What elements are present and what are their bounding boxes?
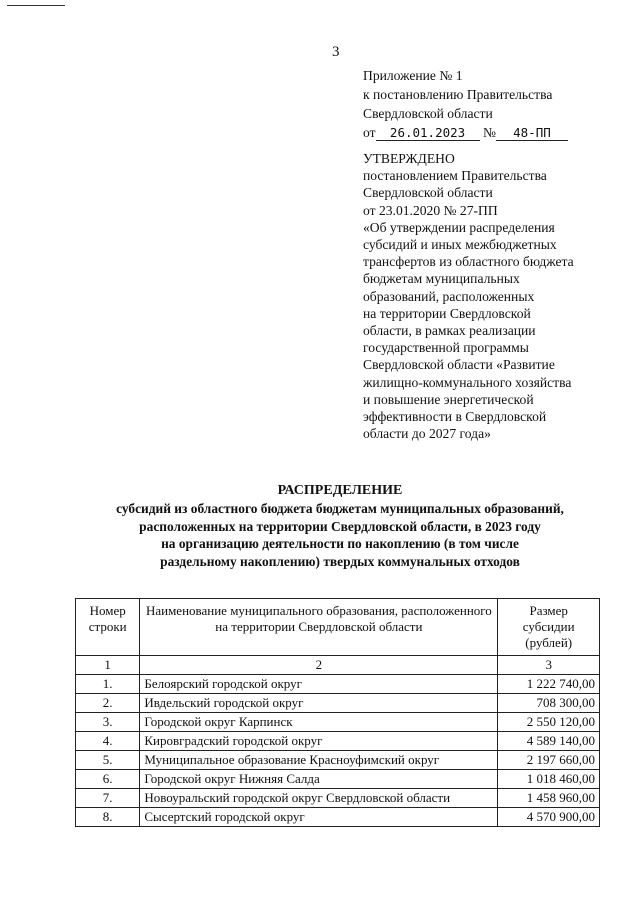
appendix-date-line xyxy=(363,123,568,142)
table-row xyxy=(76,732,600,751)
approved-line: области до 2027 года» xyxy=(363,426,491,442)
table-row xyxy=(76,694,600,713)
table-row xyxy=(76,713,600,732)
subsidy-amount: 1 458 960,00 xyxy=(498,789,600,808)
subsidy-amount: 4 589 140,00 xyxy=(498,732,600,751)
header-subsidy-amount: Размер субсидии (рублей) xyxy=(498,599,600,656)
municipality-name: Новоуральский городской округ Свердловской области xyxy=(140,789,498,808)
index-col-3: 3 xyxy=(498,656,600,675)
table-row xyxy=(76,808,600,827)
header-row-number: Номер строки xyxy=(76,599,140,656)
municipality-name: Городской округ Нижняя Салда xyxy=(140,770,498,789)
title-main: РАСПРЕДЕЛЕНИЕ xyxy=(277,483,403,498)
table-row xyxy=(76,789,600,808)
approved-line: жилищно-коммунального хозяйства xyxy=(363,374,572,390)
appendix-line-3: Свердловской области xyxy=(363,106,493,121)
index-col-1: 1 xyxy=(76,656,140,675)
approved-line: Свердловской области «Развитие xyxy=(363,357,555,373)
municipality-name: Городской округ Карпинск xyxy=(140,713,498,732)
approved-block xyxy=(363,150,623,442)
subsidy-amount: 708 300,00 xyxy=(498,694,600,713)
approved-line: и повышение энергетической xyxy=(363,391,534,407)
row-number: 7. xyxy=(76,789,140,808)
row-number: 8. xyxy=(76,808,140,827)
approved-line: УТВЕРЖДЕНО xyxy=(363,151,455,166)
resolution-number: 48-ПП xyxy=(496,125,568,141)
municipality-name: Муниципальное образование Красноуфимский округ xyxy=(140,751,498,770)
table-index-row xyxy=(76,656,600,675)
subsidy-amount: 2 550 120,00 xyxy=(498,713,600,732)
subsidy-amount: 2 197 660,00 xyxy=(498,751,600,770)
table-row xyxy=(76,770,600,789)
approved-line: постановлением Правительства xyxy=(363,168,547,184)
row-number: 2. xyxy=(76,694,140,713)
approved-line: области, в рамках реализации xyxy=(363,323,536,339)
subsidy-amount: 1 018 460,00 xyxy=(498,770,600,789)
row-number: 5. xyxy=(76,751,140,770)
table-row xyxy=(76,751,600,770)
approved-line: государственной программы xyxy=(363,340,529,356)
approved-line: на территории Свердловской xyxy=(363,305,531,321)
approved-line: от 23.01.2020 № 27-ПП xyxy=(363,202,498,218)
appendix-line-1: Приложение № 1 xyxy=(363,68,463,83)
table-row xyxy=(76,675,600,694)
municipality-name: Кировградский городской округ xyxy=(140,732,498,751)
from-label: от xyxy=(363,125,376,140)
appendix-header xyxy=(363,66,568,142)
approved-line: образований, расположенных xyxy=(363,288,535,304)
approved-line: Свердловской области xyxy=(363,185,493,201)
approved-line: эффективности в Свердловской xyxy=(363,409,547,425)
subsidy-amount: 4 570 900,00 xyxy=(498,808,600,827)
municipality-name: Ивдельский городской округ xyxy=(140,694,498,713)
top-rule xyxy=(7,5,65,6)
approved-line: бюджетам муниципальных xyxy=(363,271,520,287)
row-number: 1. xyxy=(76,675,140,694)
row-number: 6. xyxy=(76,770,140,789)
title-sub-1: субсидий из областного бюджета бюджетам муниципальных образований, xyxy=(116,500,564,516)
approved-line: субсидий и иных межбюджетных xyxy=(363,237,557,253)
document-title xyxy=(60,482,620,571)
appendix-line-2: к постановлению Правительства xyxy=(363,87,553,102)
municipality-name: Сысертский городской округ xyxy=(140,808,498,827)
subsidy-amount: 1 222 740,00 xyxy=(498,675,600,694)
row-number: 3. xyxy=(76,713,140,732)
header-municipality: Наименование муниципального образования, расположенного на территории Свердловской области xyxy=(140,599,498,656)
resolution-date: 26.01.2023 xyxy=(376,125,480,141)
municipality-name: Белоярский городской округ xyxy=(140,675,498,694)
row-number: 4. xyxy=(76,732,140,751)
title-sub-3: на организацию деятельности по накоплению (в том числе xyxy=(161,536,519,552)
index-col-2: 2 xyxy=(140,656,498,675)
approved-line: трансфертов из областного бюджета xyxy=(363,254,574,270)
approved-line: «Об утверждении распределения xyxy=(363,219,555,235)
number-label: № xyxy=(482,125,496,140)
title-sub-4: раздельному накоплению) твердых коммунальных отходов xyxy=(160,554,520,570)
title-sub-2: расположенных на территории Свердловской области, в 2023 году xyxy=(139,518,541,534)
page-number: 3 xyxy=(332,44,340,60)
distribution-table xyxy=(75,598,600,827)
table-header-row xyxy=(76,599,600,656)
